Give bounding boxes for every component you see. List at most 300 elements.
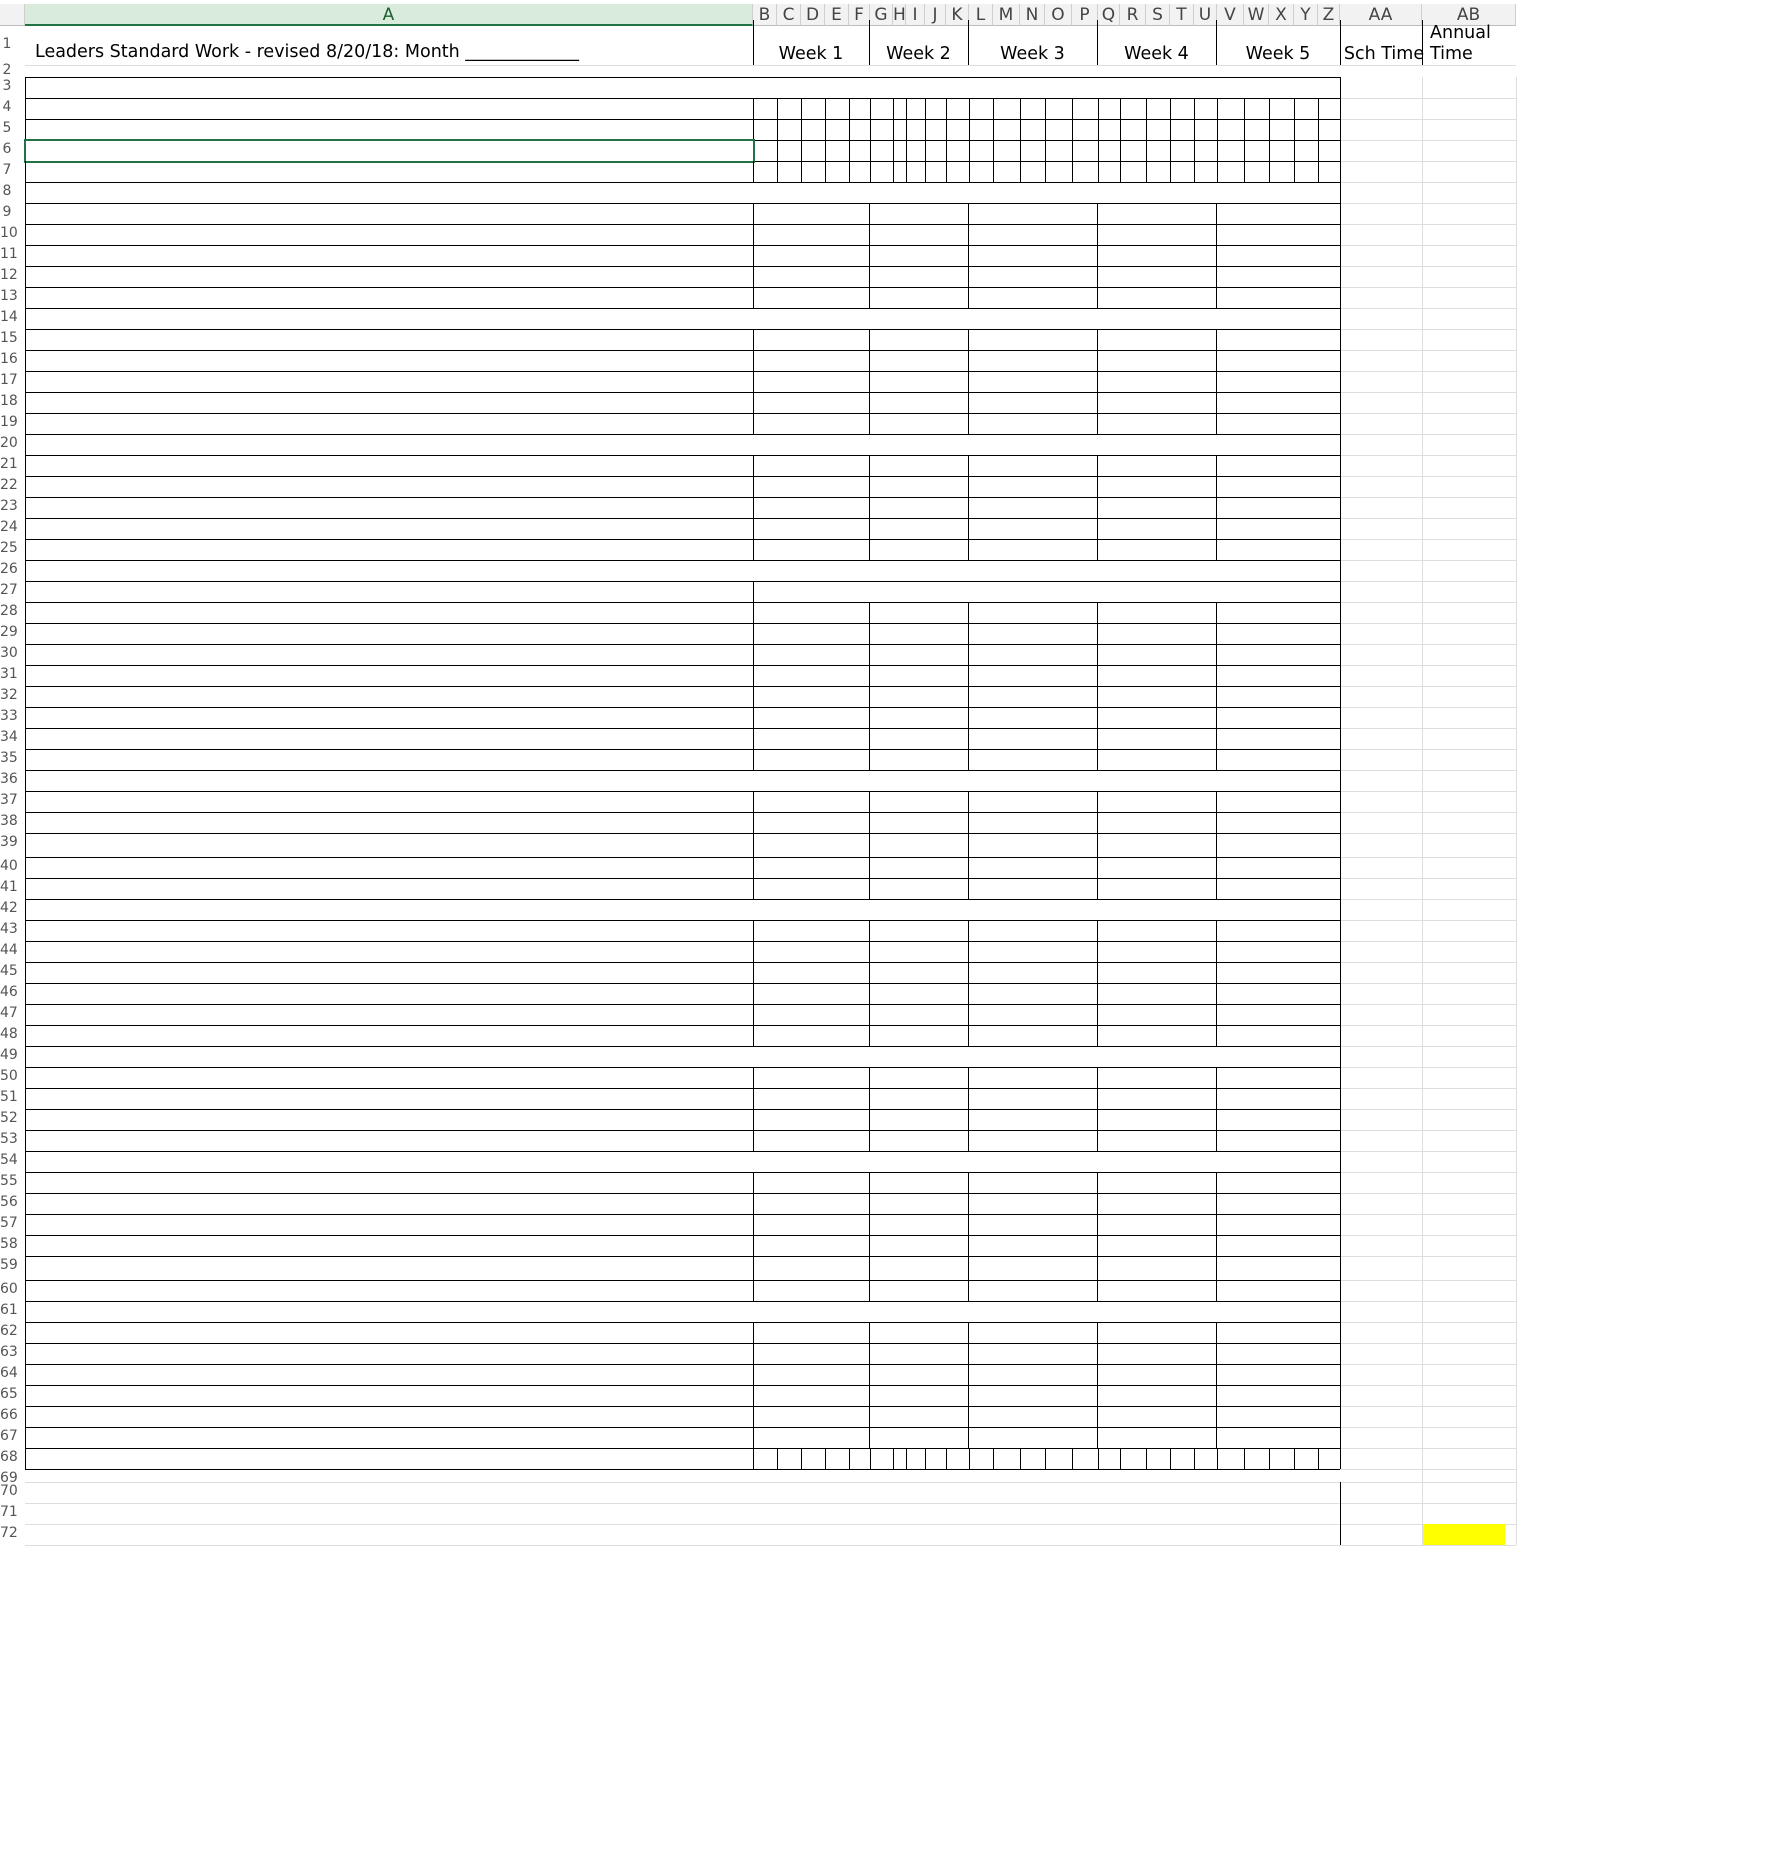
total-label[interactable]: [25, 1523, 753, 1544]
week-header-3[interactable]: Week 3: [1000, 44, 1065, 64]
section-header[interactable]: [25, 433, 753, 454]
grid-vline: [1340, 1427, 1341, 1448]
sch-time-cell[interactable]: [1340, 1003, 1422, 1024]
sch-time-cell[interactable]: [1340, 97, 1422, 118]
grid-vline: [25, 1385, 26, 1406]
grid-vline: [1340, 1025, 1341, 1046]
sch-time-cell[interactable]: [1340, 1384, 1422, 1405]
total-label[interactable]: [25, 1502, 753, 1523]
sch-time-cell[interactable]: [1340, 622, 1422, 643]
column-header-l[interactable]: L: [969, 4, 993, 26]
column-header-q[interactable]: Q: [1098, 4, 1120, 26]
annual-time-cell[interactable]: [1422, 202, 1508, 223]
column-header-i[interactable]: I: [906, 4, 925, 26]
annual-time-cell[interactable]: [1422, 97, 1508, 118]
grid-vline: [753, 1322, 754, 1343]
column-header-p[interactable]: P: [1072, 4, 1098, 26]
annual-time-cell[interactable]: [1422, 1129, 1508, 1150]
task-cell[interactable]: [25, 622, 753, 643]
sch-time-cell[interactable]: [1340, 982, 1422, 1003]
annual-time-cell[interactable]: [1422, 454, 1508, 475]
sch-time-cell[interactable]: [1340, 856, 1422, 877]
annual-time-cell[interactable]: [1422, 1363, 1508, 1384]
grid-vline: [1097, 623, 1098, 644]
grid-vline-light: [1516, 833, 1517, 857]
annual-time-cell[interactable]: [1422, 244, 1508, 265]
grid-vline: [1340, 1235, 1341, 1256]
grid-vline: [1097, 941, 1098, 962]
annual-time-cell[interactable]: [1422, 1384, 1508, 1405]
sch-time-cell[interactable]: [1340, 139, 1422, 160]
grid-vline: [25, 707, 26, 728]
annual-time-cell[interactable]: [1422, 643, 1508, 664]
column-header-r[interactable]: R: [1120, 4, 1146, 26]
sch-time-cell[interactable]: [1340, 454, 1422, 475]
column-header-h[interactable]: H: [893, 5, 906, 25]
sch-time-cell[interactable]: [1340, 286, 1422, 307]
column-header-v[interactable]: V: [1217, 4, 1244, 26]
row-grid-right: [1340, 1151, 1516, 1152]
sch-time-cell[interactable]: [1340, 1342, 1422, 1363]
sch-time-cell[interactable]: [1340, 496, 1422, 517]
select-all-corner[interactable]: [0, 4, 25, 26]
grid-vline: [969, 98, 970, 119]
grid-vline: [25, 581, 26, 602]
task-cell[interactable]: [25, 727, 753, 748]
task-cell[interactable]: [25, 1321, 753, 1342]
column-header-k[interactable]: K: [946, 4, 969, 26]
subsection-header[interactable]: [25, 580, 753, 601]
grid-vline: [1120, 1448, 1121, 1469]
grid-vline: [993, 1448, 994, 1469]
grid-vline-light: [1422, 539, 1423, 560]
annual-time-cell[interactable]: [1422, 1321, 1508, 1342]
sch-time-cell[interactable]: [1340, 1213, 1422, 1234]
annual-time-cell[interactable]: [1422, 1213, 1508, 1234]
annual-time-cell[interactable]: [1422, 790, 1508, 811]
sch-time-cell[interactable]: [1340, 538, 1422, 559]
week-header-5[interactable]: Week 5: [1245, 44, 1311, 64]
grid-vline: [825, 161, 826, 182]
grid-vline: [968, 539, 969, 560]
grid-vline: [968, 1025, 969, 1046]
section-header[interactable]: [25, 76, 753, 97]
task-cell[interactable]: [25, 1255, 753, 1279]
annual-time-cell[interactable]: [1422, 265, 1508, 286]
task-cell[interactable]: [25, 391, 753, 412]
grid-vline-light: [1516, 350, 1517, 371]
task-cell[interactable]: [25, 1213, 753, 1234]
section-header[interactable]: [25, 898, 753, 919]
column-header-o[interactable]: O: [1045, 4, 1072, 26]
grid-vline: [1318, 1448, 1319, 1469]
task-cell[interactable]: [25, 877, 753, 898]
annual-time-cell[interactable]: [1422, 685, 1508, 706]
grid-vline: [25, 161, 26, 182]
task-cell[interactable]: [25, 538, 753, 559]
annual-time-cell[interactable]: [1422, 748, 1508, 769]
task-cell[interactable]: [25, 160, 753, 181]
row-number: 24: [0, 519, 18, 535]
task-cell[interactable]: [25, 601, 753, 622]
annual-time-cell[interactable]: [1422, 139, 1508, 160]
grid-vline: [1097, 833, 1098, 857]
sch-time-cell[interactable]: [1340, 1255, 1422, 1279]
task-cell[interactable]: [25, 643, 753, 664]
annual-time-cell[interactable]: [1422, 1003, 1508, 1024]
grid-vline: [1340, 266, 1341, 287]
grid-vline: [1045, 140, 1046, 161]
column-header-m[interactable]: M: [993, 4, 1020, 26]
annual-time-cell[interactable]: [1422, 580, 1508, 601]
section-header[interactable]: [25, 1150, 753, 1171]
section-header[interactable]: [25, 1045, 753, 1066]
annual-time-cell[interactable]: [1422, 898, 1508, 919]
grid-vline: [1244, 1448, 1245, 1469]
annual-time-cell[interactable]: [1422, 1481, 1508, 1502]
annual-time-cell[interactable]: [1422, 223, 1508, 244]
sch-time-cell[interactable]: [1340, 664, 1422, 685]
grid-vline: [869, 812, 870, 833]
grid-vline-light: [1422, 686, 1423, 707]
grid-vline: [1216, 1193, 1217, 1214]
annual-time-cell[interactable]: [1422, 538, 1508, 559]
column-header-c[interactable]: C: [777, 4, 801, 26]
sch-time-cell[interactable]: [1340, 748, 1422, 769]
task-cell[interactable]: [25, 1066, 753, 1087]
row-number: 61: [0, 1302, 18, 1318]
annual-time-cell[interactable]: [1422, 727, 1508, 748]
task-cell[interactable]: [25, 706, 753, 727]
grid-vline: [968, 878, 969, 899]
grid-vline: [968, 203, 969, 224]
row-grid-right: [1340, 878, 1516, 879]
section-header[interactable]: [25, 307, 753, 328]
section-header[interactable]: [25, 559, 753, 580]
grid-vline: [1216, 329, 1217, 350]
sch-time-cell[interactable]: [1340, 265, 1422, 286]
grid-vline: [968, 287, 969, 308]
week-header-1[interactable]: Week 1: [778, 44, 844, 64]
task-cell[interactable]: [25, 832, 753, 856]
column-header-a[interactable]: A: [25, 4, 753, 26]
task-cell[interactable]: [25, 1426, 753, 1447]
grid-vline: [1340, 98, 1341, 119]
grid-vline: [1097, 812, 1098, 833]
annual-time-cell[interactable]: [1422, 1192, 1508, 1213]
available-hours-value[interactable]: [1422, 1523, 1508, 1544]
annual-time-cell[interactable]: [1422, 1502, 1508, 1523]
grid-vline: [25, 1256, 26, 1280]
task-cell[interactable]: [25, 328, 753, 349]
annual-time-cell[interactable]: [1422, 496, 1508, 517]
sch-time-cell[interactable]: [1340, 1321, 1422, 1342]
annual-time-cell[interactable]: [1422, 832, 1508, 856]
annual-time-cell[interactable]: [1422, 1024, 1508, 1045]
grid-vline: [1097, 1088, 1098, 1109]
row-number: 3: [2, 78, 12, 94]
task-cell[interactable]: [25, 370, 753, 391]
task-cell[interactable]: [25, 1108, 753, 1129]
week-header-4[interactable]: Week 4: [1124, 44, 1189, 64]
grid-vline: [1340, 287, 1341, 308]
grid-vline: [849, 1448, 850, 1469]
annual-time-cell[interactable]: [1422, 1066, 1508, 1087]
grid-vline: [1098, 119, 1099, 140]
grid-vline: [968, 1067, 969, 1088]
annual-time-cell[interactable]: [1422, 706, 1508, 727]
grid-vline: [25, 1235, 26, 1256]
task-cell[interactable]: [25, 1405, 753, 1426]
row-number: 48: [0, 1026, 18, 1042]
sch-time-cell[interactable]: [1340, 1363, 1422, 1384]
task-cell[interactable]: [25, 1087, 753, 1108]
column-header-n[interactable]: N: [1020, 4, 1045, 26]
column-header-w[interactable]: W: [1244, 4, 1269, 26]
column-header-ab[interactable]: AB: [1422, 4, 1516, 26]
grid-vline: [1340, 413, 1341, 434]
sch-time-header[interactable]: Sch Time: [1343, 44, 1425, 64]
grid-vline: [869, 413, 870, 434]
sch-time-cell[interactable]: [1340, 1192, 1422, 1213]
grid-vline: [946, 1448, 947, 1469]
grid-vline: [25, 413, 26, 434]
task-cell[interactable]: [25, 475, 753, 496]
grid-vline-light: [1516, 1385, 1517, 1406]
task-cell[interactable]: [25, 349, 753, 370]
annual-time-cell[interactable]: [1422, 664, 1508, 685]
sch-time-cell[interactable]: [1340, 940, 1422, 961]
grid-vline: [25, 1280, 26, 1301]
grid-vline: [1216, 1025, 1217, 1046]
grid-vline-light: [1422, 581, 1423, 602]
task-cell[interactable]: [25, 454, 753, 475]
grid-vline: [25, 1364, 26, 1385]
grid-vline: [1269, 1448, 1270, 1469]
sch-time-cell[interactable]: [1340, 1171, 1422, 1192]
section-header[interactable]: [25, 181, 753, 202]
row-grid-right: [1340, 1301, 1516, 1302]
row-grid-right: [1340, 1469, 1516, 1470]
grid-vline: [1120, 98, 1121, 119]
annual-time-cell[interactable]: [1422, 1255, 1508, 1279]
grid-vline: [25, 1172, 26, 1193]
column-header-z[interactable]: Z: [1318, 4, 1340, 26]
grid-vline-light: [1516, 665, 1517, 686]
column-header-g[interactable]: G: [870, 4, 893, 26]
grid-vline: [753, 1343, 754, 1364]
grid-vline-light: [1422, 266, 1423, 287]
annual-time-cell[interactable]: [1422, 1405, 1508, 1426]
annual-time-cell[interactable]: [1422, 412, 1508, 433]
annual-time-cell[interactable]: [1422, 940, 1508, 961]
annual-time-cell[interactable]: [1422, 328, 1508, 349]
task-cell[interactable]: [25, 1024, 753, 1045]
column-header-j[interactable]: J: [925, 4, 946, 26]
task-cell[interactable]: [25, 517, 753, 538]
row-number: 13: [0, 288, 18, 304]
task-cell[interactable]: [25, 664, 753, 685]
column-header-e[interactable]: E: [825, 4, 849, 26]
grid-vline: [1340, 1046, 1341, 1067]
grid-vline: [753, 1448, 754, 1469]
sch-time-cell[interactable]: [1340, 685, 1422, 706]
annual-time-header-line1[interactable]: Annual: [1430, 23, 1491, 43]
grid-vline: [1216, 1004, 1217, 1025]
grid-vline: [1216, 1130, 1217, 1151]
grid-vline: [753, 350, 754, 371]
task-cell[interactable]: [25, 412, 753, 433]
grid-vline: [1294, 119, 1295, 140]
grid-vline-light: [1422, 308, 1423, 329]
sch-time-cell[interactable]: [1340, 202, 1422, 223]
sch-time-cell[interactable]: [1340, 1405, 1422, 1426]
column-header-d[interactable]: D: [801, 4, 825, 26]
task-cell[interactable]: [25, 286, 753, 307]
column-header-aa[interactable]: AA: [1340, 4, 1422, 26]
grid-vline: [1269, 161, 1270, 182]
task-cell[interactable]: [25, 685, 753, 706]
task-cell[interactable]: [25, 1234, 753, 1255]
sch-time-cell[interactable]: [1340, 643, 1422, 664]
task-cell[interactable]: [25, 919, 753, 940]
grid-vline: [1216, 1406, 1217, 1427]
column-header-y[interactable]: Y: [1294, 4, 1318, 26]
total-label[interactable]: [25, 1481, 753, 1502]
task-cell[interactable]: [25, 1129, 753, 1150]
sch-time-cell[interactable]: [1340, 832, 1422, 856]
task-cell[interactable]: [25, 118, 753, 139]
annual-time-cell[interactable]: [1422, 961, 1508, 982]
sch-time-cell[interactable]: [1340, 244, 1422, 265]
section-header[interactable]: [25, 769, 753, 790]
grid-vline: [25, 539, 26, 560]
task-cell[interactable]: [25, 202, 753, 223]
sch-time-cell[interactable]: [1340, 1087, 1422, 1108]
grid-vline: [1097, 287, 1098, 308]
grid-vline-light: [1422, 1025, 1423, 1046]
grid-vline: [753, 812, 754, 833]
sch-time-cell[interactable]: [1340, 1129, 1422, 1150]
grid-vline-light: [1422, 497, 1423, 518]
column-header-u[interactable]: U: [1194, 4, 1217, 26]
column-header-x[interactable]: X: [1269, 4, 1294, 26]
task-cell[interactable]: [25, 1384, 753, 1405]
annual-time-cell[interactable]: [1422, 1108, 1508, 1129]
task-cell[interactable]: [25, 856, 925, 877]
annual-time-cell[interactable]: [1422, 1087, 1508, 1108]
grid-vline: [1097, 1256, 1098, 1280]
grid-vline: [1146, 161, 1147, 182]
sch-time-cell[interactable]: [1340, 1024, 1422, 1045]
column-header-t[interactable]: T: [1170, 4, 1194, 26]
task-cell[interactable]: [25, 748, 753, 769]
annual-time-cell[interactable]: [1422, 118, 1508, 139]
grid-vline: [25, 1151, 26, 1172]
task-cell[interactable]: [25, 265, 753, 286]
sch-time-cell[interactable]: [1340, 1108, 1422, 1129]
task-cell[interactable]: [25, 811, 753, 832]
sheet-title[interactable]: Leaders Standard Work - revised 8/20/18: Month _____________: [35, 42, 580, 62]
annual-time-cell[interactable]: [1422, 160, 1508, 181]
grid-vline: [1340, 878, 1341, 899]
sch-time-cell[interactable]: [1340, 919, 1422, 940]
annual-time-cell[interactable]: [1422, 769, 1508, 790]
annual-time-cell[interactable]: [1422, 601, 1508, 622]
annual-time-cell[interactable]: [1422, 1447, 1508, 1468]
row-number: 31: [0, 666, 18, 682]
sch-time-cell[interactable]: [1340, 160, 1422, 181]
task-cell[interactable]: [25, 1363, 753, 1384]
column-header-f[interactable]: F: [849, 4, 870, 26]
column-header-b[interactable]: B: [753, 4, 777, 26]
task-cell[interactable]: [25, 1342, 753, 1363]
task-cell[interactable]: [25, 244, 753, 265]
grid-vline: [825, 98, 826, 119]
sch-time-cell[interactable]: [1340, 118, 1422, 139]
task-cell[interactable]: [25, 940, 753, 961]
grid-vline: [1216, 962, 1217, 983]
grid-vline-light: [1516, 1004, 1517, 1025]
sch-time-cell[interactable]: [1340, 412, 1422, 433]
annual-time-cell[interactable]: [1422, 622, 1508, 643]
sch-time-cell[interactable]: [1340, 580, 1422, 601]
annual-time-cell[interactable]: [1422, 856, 1508, 877]
task-cell[interactable]: [25, 790, 753, 811]
grid-vline: [1097, 1406, 1098, 1427]
sch-time-cell[interactable]: [1340, 790, 1422, 811]
task-cell[interactable]: [25, 223, 753, 244]
task-cell[interactable]: [25, 1171, 753, 1192]
annual-time-cell[interactable]: [1422, 1234, 1508, 1255]
week-header-divider: [968, 20, 969, 65]
grid-vline-light: [1422, 455, 1423, 476]
grid-vline: [25, 1406, 26, 1427]
sch-time-cell[interactable]: [1340, 601, 1422, 622]
annual-time-cell[interactable]: [1422, 1426, 1508, 1447]
grid-vline-light: [1516, 1214, 1517, 1235]
column-headers: [0, 4, 1792, 26]
task-cell[interactable]: [25, 1192, 753, 1213]
grid-vline: [1097, 392, 1098, 413]
sch-time-cell[interactable]: [1340, 223, 1422, 244]
task-cell[interactable]: [25, 1279, 753, 1300]
annual-time-cell[interactable]: [1422, 982, 1508, 1003]
grid-vline: [1318, 98, 1319, 119]
task-cell[interactable]: [25, 982, 753, 1003]
week-header-2[interactable]: Week 2: [886, 44, 951, 64]
task-cell[interactable]: [25, 496, 753, 517]
grid-vline: [1294, 98, 1295, 119]
task-cell[interactable]: [25, 961, 753, 982]
sch-time-cell[interactable]: [1340, 706, 1422, 727]
task-cell[interactable]: [25, 1003, 753, 1024]
sch-time-cell[interactable]: [1340, 328, 1422, 349]
annual-time-cell[interactable]: [1422, 286, 1508, 307]
sch-time-cell[interactable]: [1340, 961, 1422, 982]
sch-time-cell[interactable]: [1340, 1234, 1422, 1255]
task-cell[interactable]: [25, 1447, 753, 1468]
annual-time-cell[interactable]: [1422, 1342, 1508, 1363]
section-header[interactable]: [25, 1300, 753, 1321]
grid-vline: [25, 812, 26, 833]
task-cell[interactable]: [25, 97, 753, 118]
grid-vline: [869, 455, 870, 476]
sch-time-cell[interactable]: [1340, 727, 1422, 748]
annual-time-cell[interactable]: [1422, 1171, 1508, 1192]
column-header-s[interactable]: S: [1146, 4, 1170, 26]
sch-time-cell[interactable]: [1340, 1066, 1422, 1087]
